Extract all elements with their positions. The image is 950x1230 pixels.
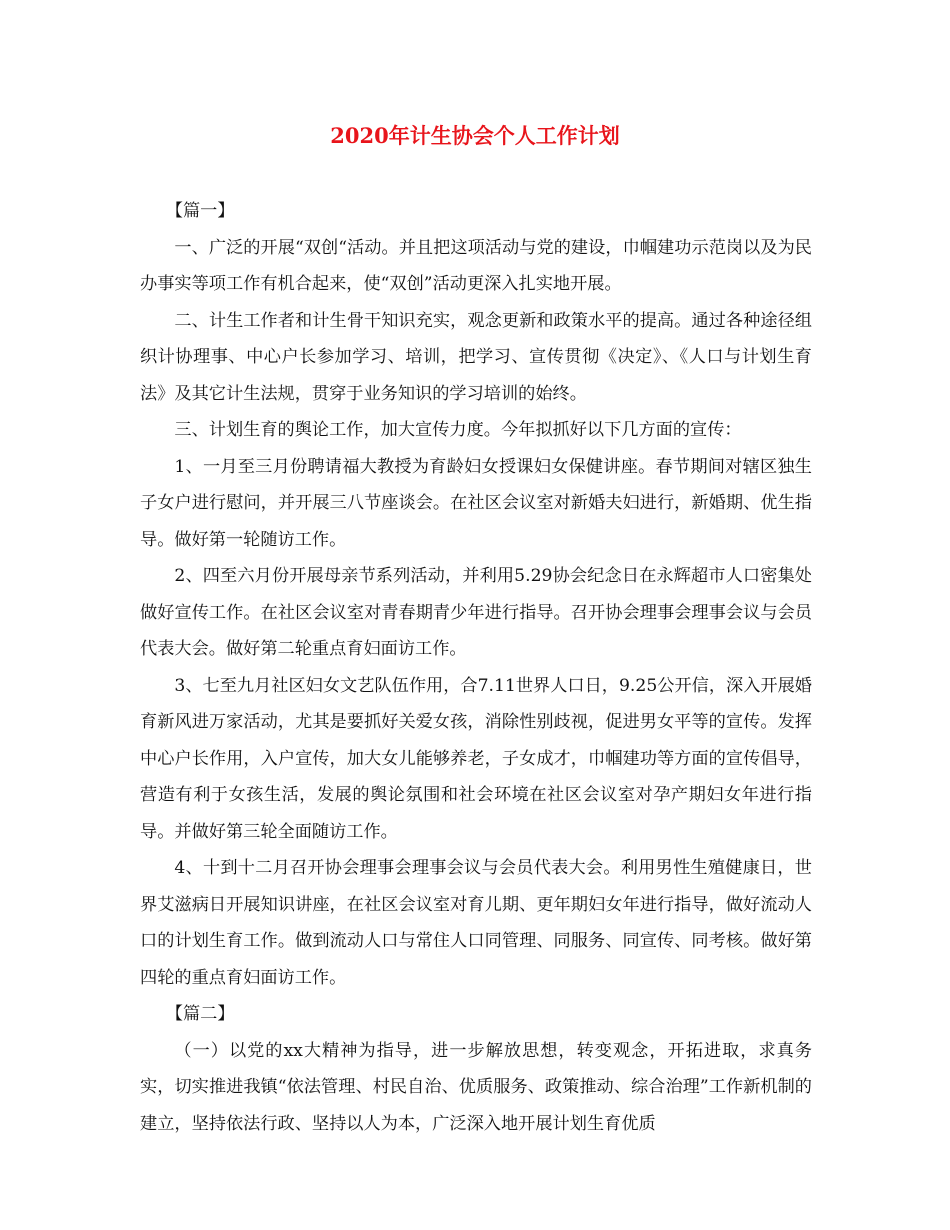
section-heading: 【篇二】: [165, 1004, 235, 1024]
document-body: [140, 193, 812, 1142]
paragraph: 1、一月至三月份聘请福大教授为育龄妇女授课妇女保健讲座。春节期间对辖区独生子女户进行慰问，并开展三八节座谈会。在社区会议室对新婚夫妇进行，新婚期、优生指导。做好第一轮随访工作。: [140, 456, 812, 550]
paragraph: 3、七至九月社区妇女文艺队伍作用，合7.11世界人口日，9.25公开信，深入开展婚育新风进万家活动，尤其是要抓好关爱女孩，消除性别歧视，促进男女平等的宣传。发挥中心户长作用，入户宣传，加大女儿能够养老，子女成才，巾帼建功等方面的宣传倡导，营造有利于女孩生活，发展的舆论氛围和社会环境在社区会议室对孕产期妇女年进行指导。并做好第三轮全面随访工作。: [140, 675, 812, 842]
paragraph: 2、四至六月份开展母亲节系列活动，并利用5.29协会纪念日在永辉超市人口密集处做好宣传工作。在社区会议室对青春期青少年进行指导。召开协会理事会理事会议与会员代表大会。做好第二轮重点育妇面访工作。: [140, 566, 812, 659]
document-title: 2020年计生协会个人工作计划: [330, 123, 620, 148]
paragraph: 一、广泛的开展“双创“活动。并且把这项活动与党的建设，巾帼建功示范岗以及为民办事实等项工作有机合起来，使“双创”活动更深入扎实地开展。: [140, 237, 812, 294]
paragraph: 4、十到十二月召开协会理事会理事会议与会员代表大会。利用男性生殖健康日，世界艾滋病日开展知识讲座，在社区会议室对育儿期、更年期妇女年进行指导，做好流动人口的计划生育工作。做到流动人口与常住人口同管理、同服务、同宣传、同考核。做好第四轮的重点育妇面访工作。: [140, 858, 812, 988]
paragraph: 三、计划生育的舆论工作，加大宣传力度。今年拟抓好以下几方面的宣传：: [174, 420, 742, 440]
section-heading: 【篇一】: [165, 201, 235, 221]
paragraph: （一）以党的xx大精神为指导，进一步解放思想，转变观念，开拓进取，求真务实，切实推进我镇“依法管理、村民自治、优质服务、政策推动、综合治理”工作新机制的建立，坚持依法行政、坚持以人为本，广泛深入地开展计划生育优质: [140, 1040, 812, 1134]
paragraph: 二、计生工作者和计生骨干知识充实，观念更新和政策水平的提高。通过各种途径组织计协理事、中心户长参加学习、培训，把学习、宣传贯彻《决定》、《人口与计划生育法》及其它计生法规，贯穿于业务知识的学习培训的始终。: [140, 310, 812, 404]
